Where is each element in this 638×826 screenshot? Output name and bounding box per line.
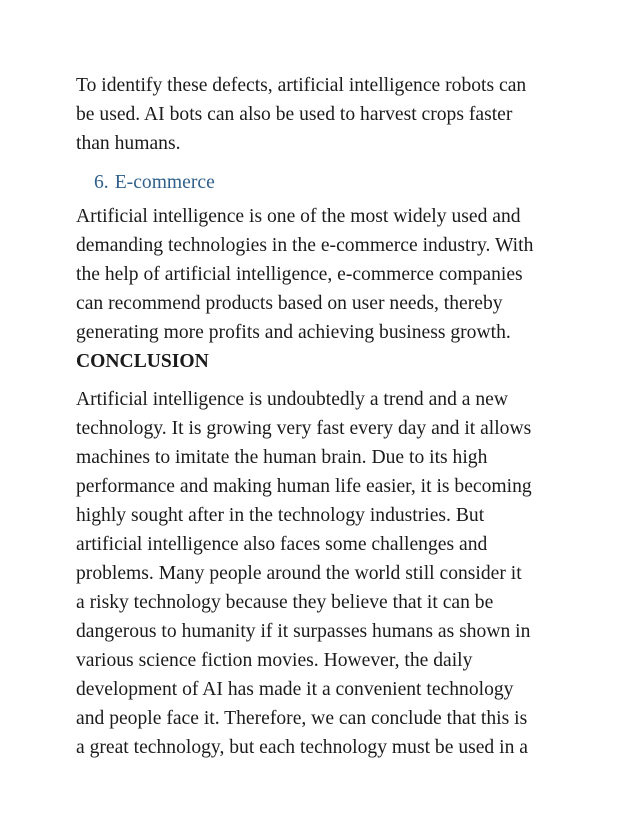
paragraph-line: artificial intelligence also faces some challenges and	[76, 534, 488, 555]
paragraph-line: the help of artificial intelligence, e-commerce companies	[76, 264, 523, 285]
paragraph-line: generating more profits and achieving business growth.	[76, 322, 511, 343]
paragraph-line: can recommend products based on user needs, thereby	[76, 293, 503, 314]
paragraph-line: To identify these defects, artificial intelligence robots can	[76, 75, 527, 96]
paragraph-line: be used. AI bots can also be used to harvest crops faster	[76, 104, 513, 125]
paragraph-line: machines to imitate the human brain. Due to its high	[76, 447, 488, 468]
intro-paragraph	[76, 71, 576, 158]
paragraph-line: Artificial intelligence is one of the most widely used and	[76, 206, 521, 227]
paragraph-line: and people face it. Therefore, we can conclude that this is	[76, 708, 528, 729]
paragraph-line: development of AI has made it a convenient technology	[76, 679, 514, 700]
paragraph-line: a risky technology because they believe that it can be	[76, 592, 494, 613]
paragraph-line: dangerous to humanity if it surpasses humans as shown in	[76, 621, 531, 642]
paragraph-line: than humans.	[76, 133, 181, 154]
ecommerce-paragraph	[76, 202, 576, 347]
list-item-number: 6.	[94, 172, 109, 193]
paragraph-line: a great technology, but each technology must be used in a	[76, 737, 528, 758]
paragraph-line: performance and making human life easier, it is becoming	[76, 476, 532, 497]
conclusion-paragraph	[76, 385, 576, 762]
paragraph-line: demanding technologies in the e-commerce industry. With	[76, 235, 534, 256]
section-heading: CONCLUSION	[76, 351, 209, 372]
paragraph-line: highly sought after in the technology industries. But	[76, 505, 485, 526]
paragraph-line: problems. Many people around the world still consider it	[76, 563, 522, 584]
paragraph-line: various science fiction movies. However, the daily	[76, 650, 473, 671]
list-item-ecommerce	[94, 168, 594, 197]
paragraph-line: technology. It is growing very fast every day and it allows	[76, 418, 532, 439]
list-item-label: E-commerce	[114, 172, 215, 193]
paragraph-line: Artificial intelligence is undoubtedly a trend and a new	[76, 389, 509, 410]
